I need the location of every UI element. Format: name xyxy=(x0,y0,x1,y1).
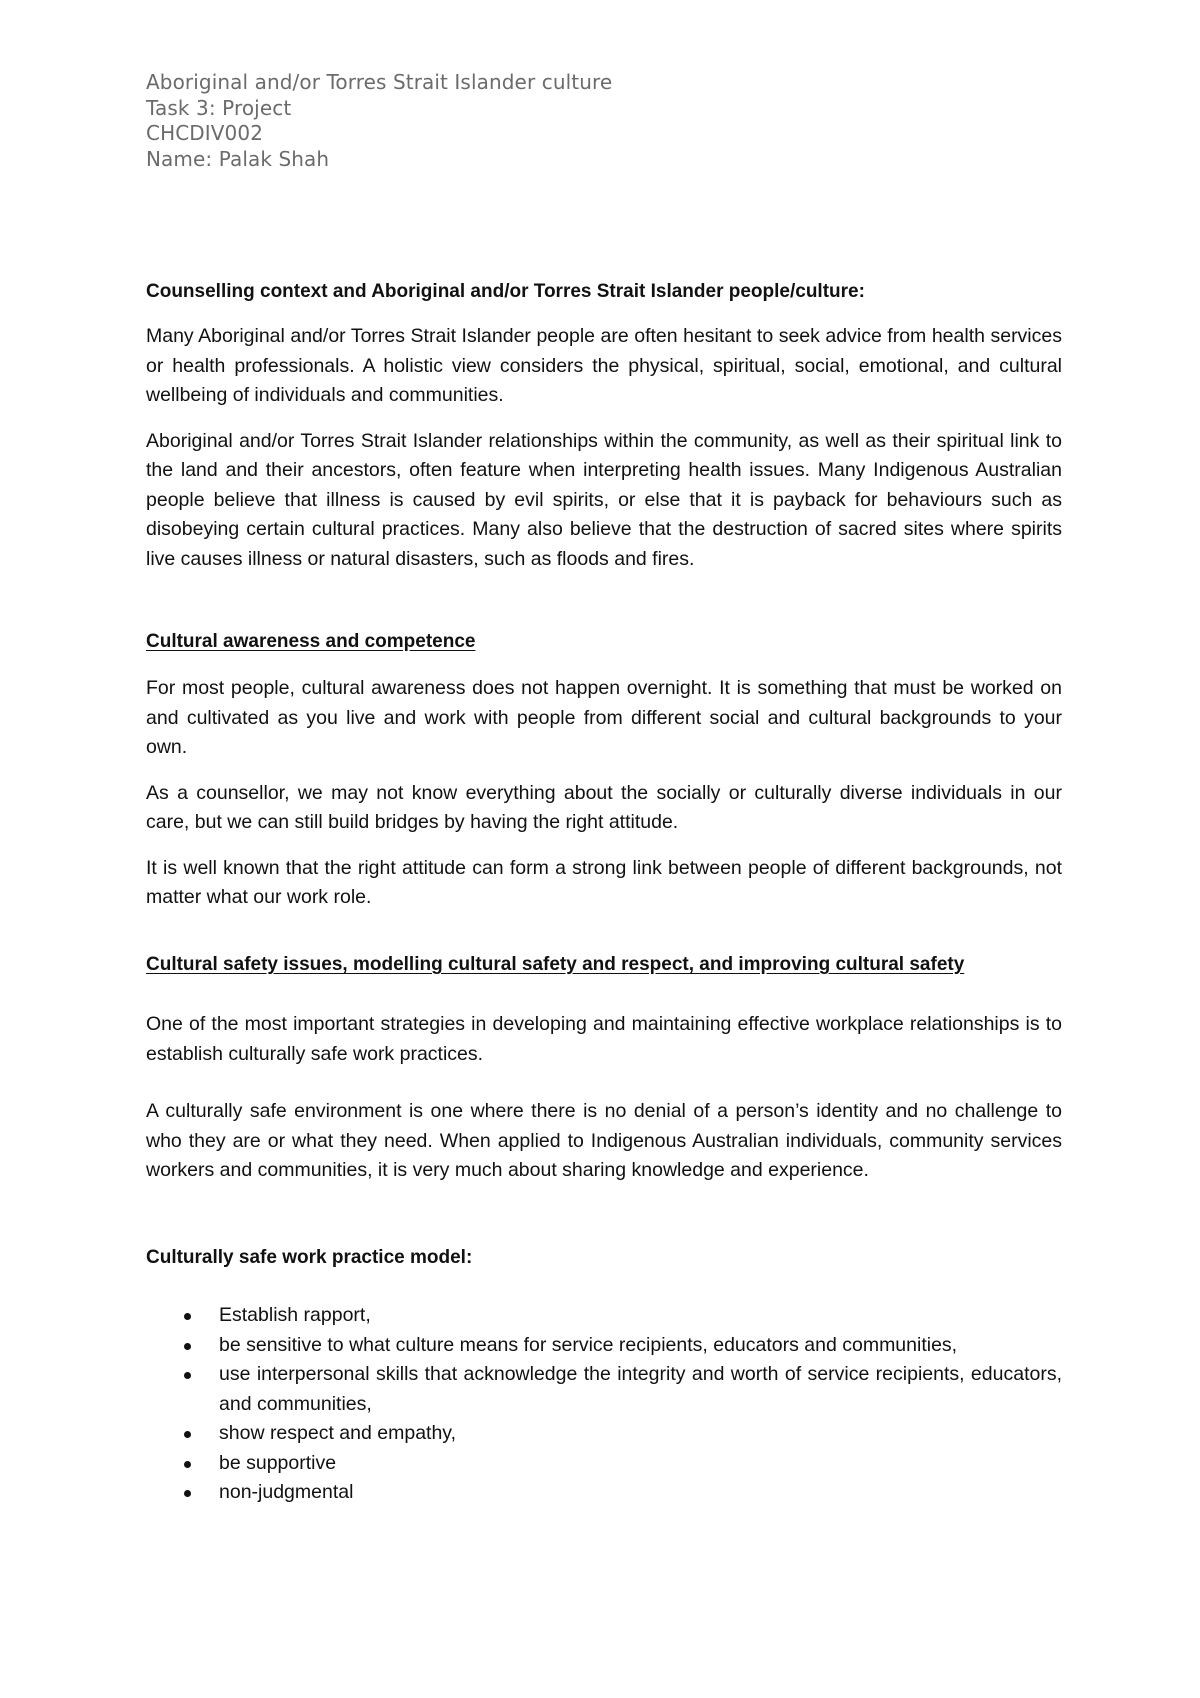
list-item: use interpersonal skills that acknowledge the integrity and worth of service recipients, educators, and communities, xyxy=(146,1360,1062,1419)
section-counselling-context-body xyxy=(146,322,1062,574)
bullet-icon xyxy=(184,1461,191,1468)
paragraph: Aboriginal and/or Torres Strait Islander relationships within the community, as well as their spiritual link to the land and their ancestors, often feature when interpreting health issues. Many Indigenous Australian people believe that illness is caused by evil spirits, or else that it is payback for behaviours such as disobeying certain cultural practices. Many also believe that the destruction of sacred sites where spirits live causes illness or natural disasters, such as floods and fires. xyxy=(146,429,1062,570)
section-cultural-awareness-title: Cultural awareness and competence xyxy=(146,631,476,652)
paragraph: It is well known that the right attitude can form a strong link between people of different backgrounds, not matter what our work role. xyxy=(146,856,1062,908)
section-cultural-safety-body xyxy=(146,1010,1062,1186)
bullet-icon xyxy=(184,1372,191,1379)
paragraph: One of the most important strategies in developing and maintaining effective workplace relationships is to establish culturally safe work practices. xyxy=(146,1013,1062,1065)
section-counselling-context-title: Counselling context and Aboriginal and/or Torres Strait Islander people/culture: xyxy=(146,281,865,302)
list-item: Establish rapport, xyxy=(146,1301,1062,1331)
header-task: Task 3: Project xyxy=(146,95,292,120)
bullet-icon xyxy=(184,1490,191,1497)
section-cultural-awareness-body xyxy=(146,674,1062,913)
bullet-icon xyxy=(184,1431,191,1438)
header-course-title: Aboriginal and/or Torres Strait Islander culture xyxy=(146,70,613,94)
list-item: show respect and empathy, xyxy=(146,1419,1062,1449)
section-work-practice-model-title: Culturally safe work practice model: xyxy=(146,1247,473,1268)
section-cultural-safety-title: Cultural safety issues, modelling cultural safety and respect, and improving cultural safety xyxy=(146,954,965,975)
header-student-name: Name: Palak Shah xyxy=(146,146,330,171)
paragraph: A culturally safe environment is one where there is no denial of a person’s identity and no challenge to who they are or what they need. When applied to Indigenous Australian individuals, community services workers and communities, it is very much about sharing knowledge and experience. xyxy=(146,1100,1062,1181)
paragraph: As a counsellor, we may not know everything about the socially or culturally diverse individuals in our care, but we can still build bridges by having the right attitude. xyxy=(146,781,1062,833)
paragraph: For most people, cultural awareness does not happen overnight. It is something that must be worked on and cultivated as you live and work with people from different social and cultural backgrounds to your own. xyxy=(146,677,1062,758)
bullet-icon xyxy=(184,1313,191,1320)
list-item: non-judgmental xyxy=(146,1478,1062,1508)
bullet-icon xyxy=(184,1343,191,1350)
list-item: be supportive xyxy=(146,1449,1062,1479)
document-header xyxy=(146,70,612,172)
paragraph: Many Aboriginal and/or Torres Strait Islander people are often hesitant to seek advice from health services or health professionals. A holistic view considers the physical, spiritual, social, emotional, and cultural wellbeing of individuals and communities. xyxy=(146,325,1062,406)
list-item: be sensitive to what culture means for service recipients, educators and communities, xyxy=(146,1331,1062,1361)
work-practice-list xyxy=(146,1301,1062,1508)
header-unit-code: CHCDIV002 xyxy=(146,121,264,145)
